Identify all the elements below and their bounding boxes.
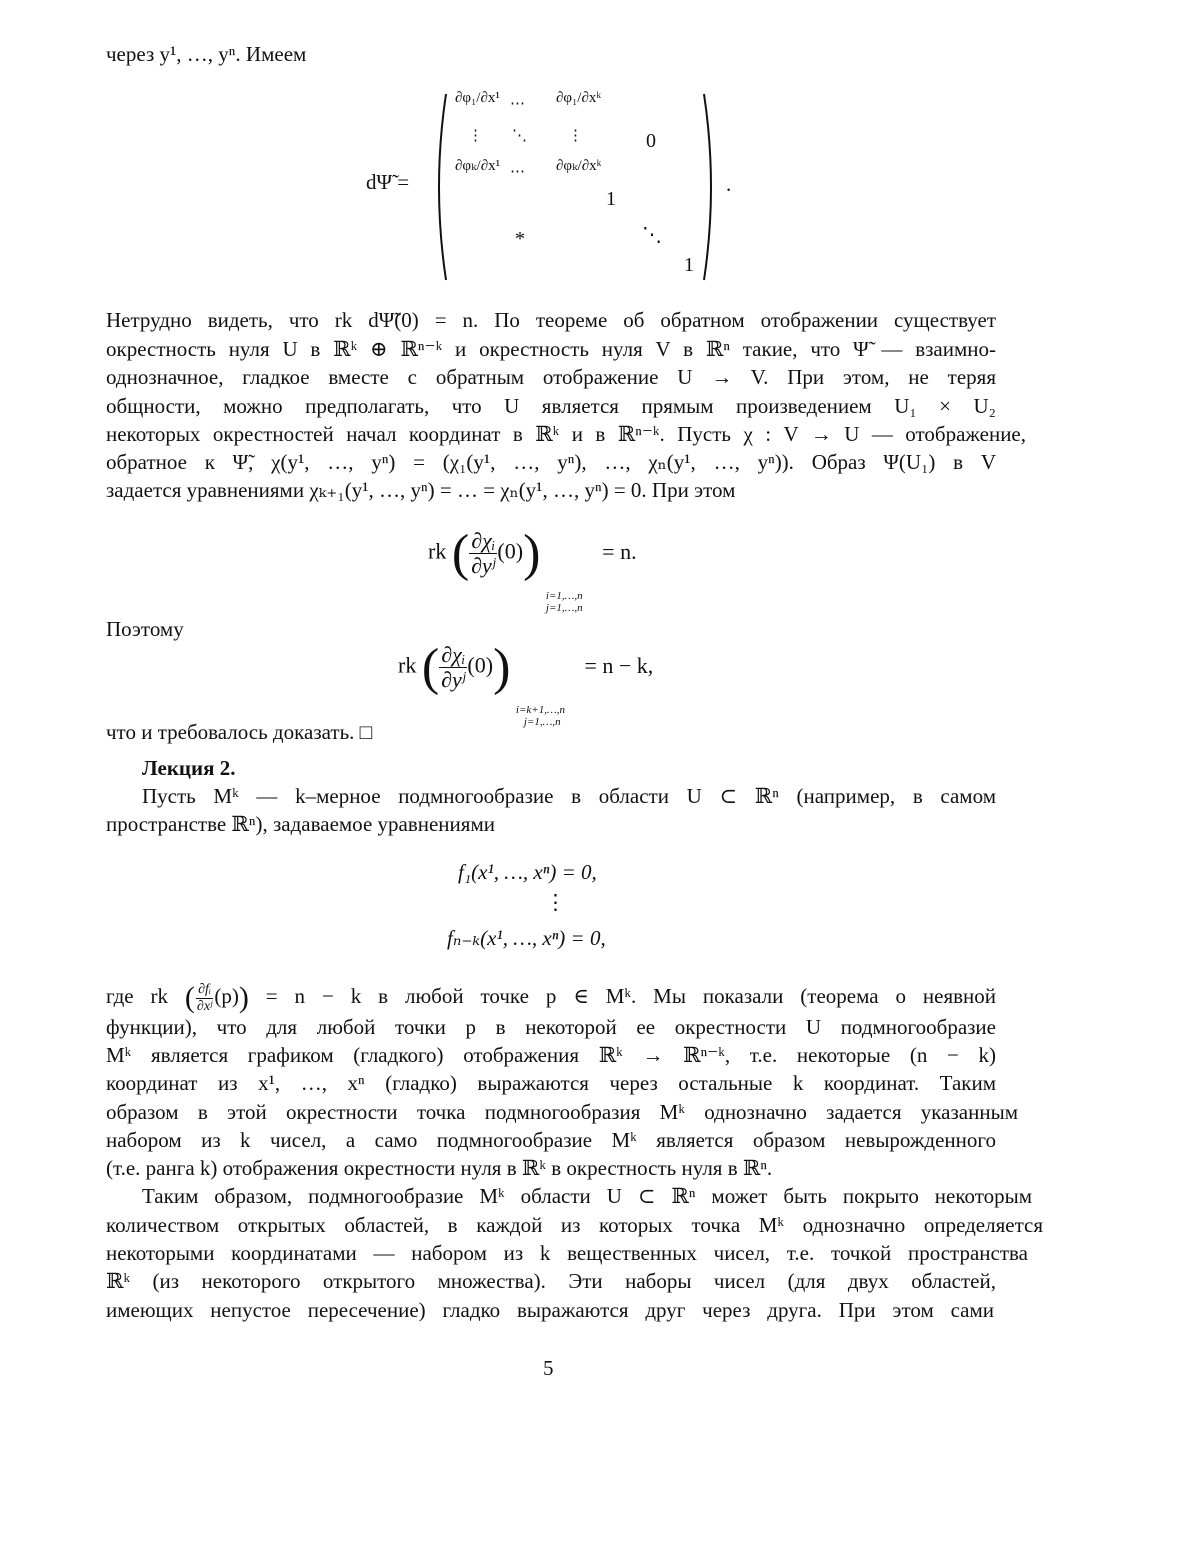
p1-line-5: некоторых окрестностей начал координат в ℝᵏ и в ℝⁿ⁻ᵏ. Пусть χ : V → U — отображение, (106, 422, 1026, 446)
matrix-lhs: dΨ̃ = (366, 170, 410, 194)
p1-line-1: Нетрудно видеть, что rk dΨ̃(0) = n. По теореме об обратном отображении существует (106, 308, 996, 332)
p3-line-3: некоторыми координатами — набором из k вещественных чисел, т.е. точкой пространства (106, 1241, 1028, 1265)
p3-line-2: количеством открытых областей, в каждой из которых точка Mᵏ однозначно определяется (106, 1213, 1043, 1237)
cell-ddots-1: ⋱ (512, 128, 527, 144)
cell-dphi1-dxk: ∂φ₁/∂xᵏ (556, 90, 602, 106)
cell-dphik-dxk: ∂φₖ/∂xᵏ (556, 158, 602, 174)
matrix-period: . (726, 172, 732, 196)
rhs: = n. (602, 538, 637, 564)
p2-line-6: набором из k чисел, а само подмногообразие Mᵏ является образом невырожденного (106, 1128, 996, 1152)
cell-star: * (515, 228, 525, 250)
page-number: 5 (543, 1356, 554, 1380)
intro-line: через y¹, …, yⁿ. Имеем (106, 42, 307, 66)
rk-operator: rk (428, 538, 447, 564)
index-subscripts: i=k+1,…,n j=1,…,n (515, 703, 565, 728)
lecture-intro-line-2: пространстве ℝⁿ), задаваемое уравнениями (106, 812, 495, 836)
argument: (0) (467, 652, 494, 678)
p2-line-5: образом в этой окрестности точка подмногообразия Mᵏ однозначно задается указанным (106, 1100, 1018, 1124)
p3-line-4: ℝᵏ (из некоторого открытого множества). Эти наборы чисел (для двух областей, (106, 1269, 996, 1293)
p2-line-3: Mᵏ является графиком (гладкого) отображения ℝᵏ → ℝⁿ⁻ᵏ, т.е. некоторые (n − k) (106, 1043, 996, 1067)
p2-line-1: где rk ( $\frac{\text{∂fᵢ}}{\text{∂xʲ}}$ (p)) = n − k в любой точке p ∈ Mᵏ. Мы показали (теорема о неявной (106, 981, 996, 1015)
p1-line-7: задается уравнениями χₖ₊₁(y¹, …, yⁿ) = … = χₙ(y¹, …, yⁿ) = 0. При этом (106, 478, 736, 502)
left-paren: ( (421, 639, 440, 696)
cell-hdots-1: ⋯ (510, 96, 525, 112)
p3-line-1: Таким образом, подмногообразие Mᵏ области U ⊂ ℝⁿ может быть покрыто некоторым (142, 1184, 1032, 1208)
qed-line: что и требовалось доказать. □ (106, 720, 373, 744)
left-paren: ( (451, 525, 470, 582)
cell-one-1: 1 (606, 188, 616, 210)
p2-line-7: (т.е. ранга k) отображения окрестности нуля в ℝᵏ в окрестность нуля в ℝⁿ. (106, 1156, 773, 1180)
p1-line-2: окрестность нуля U в ℝᵏ ⊕ ℝⁿ⁻ᵏ и окрестность нуля V в ℝⁿ такие, что Ψ̃ — взаимно- (106, 337, 996, 361)
cell-ddots-2: ⋱ (642, 224, 662, 246)
rank-equation-2 (398, 638, 653, 728)
p1-line-4: общности, можно предполагать, что U является прямым произведением U₁ × U₂ (106, 394, 996, 418)
p1-line-6: обратное к Ψ̃, χ(y¹, …, yⁿ) = (χ₁(y¹, …, yⁿ), …, χₙ(y¹, …, yⁿ)). Образ Ψ(U₁) в V (106, 450, 996, 474)
cell-dphik-dx1: ∂φₖ/∂x¹ (455, 158, 501, 174)
partial-fraction: $\frac{\text{∂χᵢ}}{\text{∂yʲ}}$ (441, 642, 466, 692)
index-subscripts: i=1,…,n j=1,…,n (545, 589, 583, 614)
partial-fraction-small: $\frac{\text{∂fᵢ}}{\text{∂xʲ}}$ (196, 981, 213, 1014)
p2-line-4: координат из x¹, …, xⁿ (гладко) выражаются через остальные k координат. Таким (106, 1071, 996, 1095)
cell-one-2: 1 (684, 254, 694, 276)
cell-hdots-2: ⋯ (510, 164, 525, 180)
lecture-heading: Лекция 2. (142, 756, 236, 780)
system-eq-1: f₁(x¹, …, xⁿ) = 0, (458, 860, 597, 884)
partial-fraction: $\frac{\text{∂χᵢ}}{\text{∂yʲ}}$ (471, 528, 496, 578)
therefore-line: Поэтому (106, 617, 184, 641)
p2-line-2: функции), что для любой точки p в некоторой ее окрестности U подмногообразие (106, 1015, 996, 1039)
rhs: = n − k, (584, 652, 654, 678)
cell-dphi1-dx1: ∂φ₁/∂x¹ (455, 90, 500, 106)
argument: (0) (497, 538, 524, 564)
lecture-intro-line-1: Пусть Mᵏ — k–мерное подмногообразие в области U ⊂ ℝⁿ (например, в самом (142, 784, 996, 808)
p1-line-3: однозначное, гладкое вместе с обратным отображение U → V. При этом, не теряя (106, 365, 996, 389)
cell-vdots-2: ⋮ (568, 128, 583, 144)
system-vdots: ⋮ (545, 890, 566, 914)
rank-equation-1 (428, 524, 637, 614)
system-eq-2: fₙ₋ₖ(x¹, …, xⁿ) = 0, (447, 926, 606, 950)
matrix-left-bracket (430, 92, 450, 282)
p3-line-5: имеющих непустое пересечение) гладко выражаются друг через друга. При этом сами (106, 1298, 994, 1322)
right-paren: ) (493, 639, 511, 696)
rk-operator: rk (398, 652, 417, 678)
matrix-right-bracket (700, 92, 720, 282)
right-paren: ) (523, 525, 541, 582)
cell-zero: 0 (646, 130, 656, 152)
cell-vdots-1: ⋮ (468, 128, 483, 144)
